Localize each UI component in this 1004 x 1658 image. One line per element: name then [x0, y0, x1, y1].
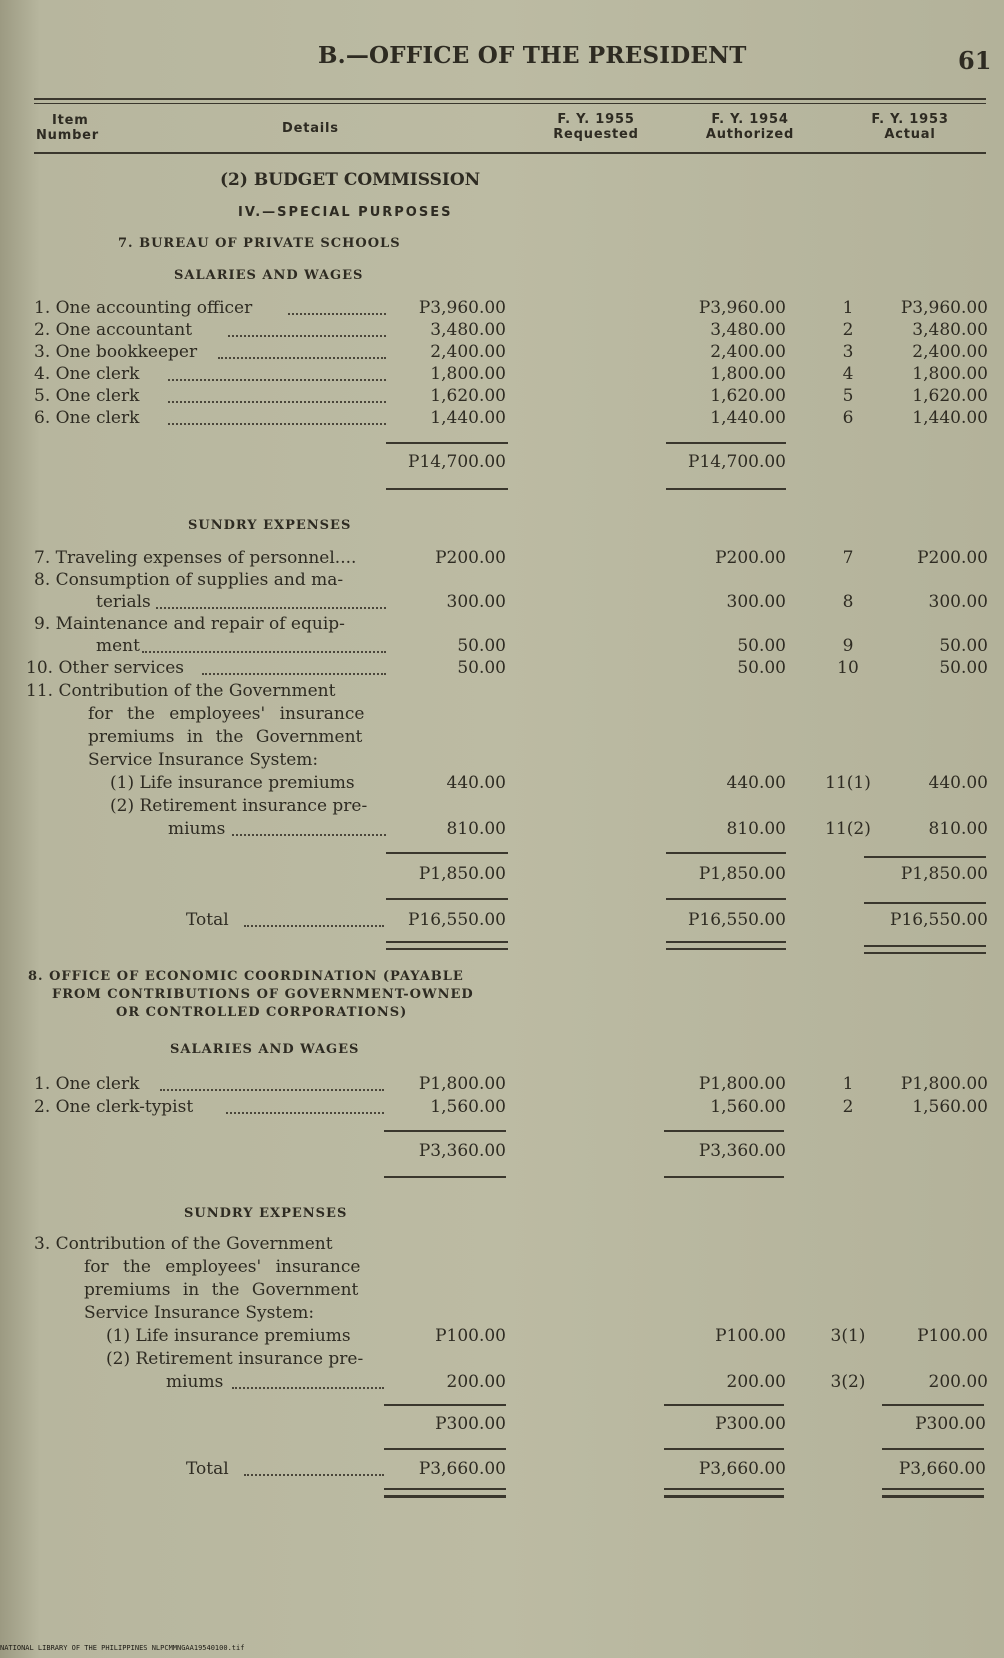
underline	[664, 1176, 784, 1178]
fy1954-subtotal: P1,850.00	[698, 864, 786, 884]
bureau7-sundry-caption: SUNDRY EXPENSES	[188, 518, 352, 533]
fy1954-value: 200.00	[726, 1372, 786, 1392]
underline	[386, 852, 508, 854]
fy1954-value: P200.00	[715, 548, 786, 568]
item-label: ment	[96, 636, 140, 656]
item-label: 3. One bookkeeper	[34, 342, 198, 362]
underline	[666, 488, 786, 490]
underline	[386, 898, 508, 900]
fy1955-value: 50.00	[457, 636, 506, 656]
item-label: 11. Contribution of the Government	[26, 681, 336, 701]
table-row	[0, 320, 1004, 342]
double-underline	[864, 945, 986, 954]
double-underline	[882, 1488, 984, 1498]
leader-dots	[232, 1386, 384, 1389]
fy1955-value: 1,440.00	[430, 408, 506, 428]
table-row	[0, 1349, 1004, 1371]
item-label: Service Insurance System:	[84, 1303, 315, 1323]
fy1953-value: P200.00	[917, 548, 988, 568]
leader-dots	[244, 924, 384, 927]
fy1955-value: 50.00	[457, 658, 506, 678]
item-number: 11(2)	[825, 819, 871, 839]
leader-dots	[142, 650, 386, 653]
fy1953-subtotal: P300.00	[915, 1414, 986, 1434]
fy1954-value: 300.00	[726, 592, 786, 612]
item-label: (2) Retirement insurance pre-	[110, 796, 368, 816]
item-number: 2	[842, 1097, 854, 1117]
fy1954-value: P3,960.00	[698, 298, 786, 318]
fy1953-total: P3,660.00	[898, 1459, 986, 1479]
fy1955-total: P3,660.00	[418, 1459, 506, 1479]
item-label: 3. Contribution of the Government	[34, 1234, 333, 1254]
table-row	[0, 408, 1004, 430]
office8-title-3: OR CONTROLLED CORPORATIONS)	[116, 1005, 408, 1020]
underline	[384, 1130, 506, 1132]
underline	[864, 902, 986, 904]
underline	[384, 1404, 506, 1406]
total-row	[0, 910, 1004, 932]
fy1954-value: 440.00	[726, 773, 786, 793]
leader-dots	[244, 1473, 384, 1476]
underline	[384, 1448, 506, 1450]
fy1954-subtotal: P300.00	[715, 1414, 786, 1434]
table-row	[0, 342, 1004, 364]
item-label: for the employees' insurance	[84, 1257, 361, 1277]
office8-sundry-caption: SUNDRY EXPENSES	[184, 1206, 348, 1221]
fy1954-value: P1,800.00	[698, 1074, 786, 1094]
fy1955-subtotal: P3,360.00	[418, 1141, 506, 1161]
underline	[664, 1130, 784, 1132]
item-label: (1) Life insurance premiums	[110, 773, 355, 793]
section-title: (2) BUDGET COMMISSION	[220, 170, 481, 190]
fy1954-total: P16,550.00	[688, 910, 786, 930]
item-number: 3(2)	[830, 1372, 866, 1392]
fy1954-subtotal: P14,700.00	[688, 452, 786, 472]
fy1955-subtotal: P14,700.00	[408, 452, 506, 472]
section-subtitle: IV.—SPECIAL PURPOSES	[238, 205, 453, 220]
table-row	[0, 681, 1004, 703]
table-row	[0, 1234, 1004, 1256]
table-row	[0, 750, 1004, 772]
table-row	[0, 364, 1004, 386]
double-underline	[386, 941, 508, 950]
item-label: miums	[168, 819, 226, 839]
table-row	[0, 592, 1004, 614]
fy1953-value: 2,400.00	[912, 342, 988, 362]
item-label: premiums in the Government	[88, 727, 363, 747]
table-row	[0, 727, 1004, 749]
leader-dots	[156, 606, 386, 609]
bureau7-salaries-caption: SALARIES AND WAGES	[174, 268, 364, 283]
table-row	[0, 1257, 1004, 1279]
fy1953-value: 200.00	[928, 1372, 988, 1392]
table-row	[0, 548, 1004, 570]
total-label: Total	[186, 910, 229, 930]
total-label: Total	[186, 1459, 229, 1479]
fy1955-value: P3,960.00	[418, 298, 506, 318]
fy1955-subtotal: P1,850.00	[418, 864, 506, 884]
leader-dots	[226, 1111, 384, 1114]
fy1953-value: 810.00	[928, 819, 988, 839]
item-label: 1. One accounting officer	[34, 298, 253, 318]
fy1954-value: 50.00	[737, 636, 786, 656]
fy1955-value: 810.00	[446, 819, 506, 839]
fy1955-value: 2,400.00	[430, 342, 506, 362]
leader-dots	[168, 422, 386, 425]
fy1953-value: 300.00	[928, 592, 988, 612]
header-rule-top2	[34, 103, 986, 104]
fy1955-value: 440.00	[446, 773, 506, 793]
underline	[864, 856, 986, 858]
table-row	[0, 614, 1004, 636]
fy1953-value: 1,440.00	[912, 408, 988, 428]
double-underline	[664, 1488, 784, 1498]
double-underline	[384, 1488, 506, 1498]
fy1954-subtotal: P3,360.00	[698, 1141, 786, 1161]
item-label: 8. Consumption of supplies and ma-	[34, 570, 344, 590]
leader-dots	[228, 334, 386, 337]
fy1954-value: 3,480.00	[710, 320, 786, 340]
item-label: premiums in the Government	[84, 1280, 359, 1300]
leader-dots	[288, 312, 386, 315]
col-fy1953: F. Y. 1953 Actual	[871, 112, 949, 142]
item-number: 4	[842, 364, 854, 384]
table-row	[0, 1326, 1004, 1348]
page-number: 61	[958, 46, 992, 75]
table-row	[0, 704, 1004, 726]
fy1954-value: P100.00	[715, 1326, 786, 1346]
item-number: 7	[842, 548, 854, 568]
item-label: miums	[166, 1372, 224, 1392]
item-number: 3(1)	[830, 1326, 866, 1346]
item-label: 10. Other services	[26, 658, 185, 678]
fy1955-value: 1,800.00	[430, 364, 506, 384]
item-number: 6	[842, 408, 854, 428]
table-row	[0, 819, 1004, 841]
table-row	[0, 1280, 1004, 1302]
fy1954-value: 2,400.00	[710, 342, 786, 362]
fy1954-value: 1,560.00	[710, 1097, 786, 1117]
item-label: Service Insurance System:	[88, 750, 319, 770]
fy1955-value: 300.00	[446, 592, 506, 612]
bureau7-title: 7. BUREAU OF PRIVATE SCHOOLS	[118, 236, 401, 251]
fy1953-value: P3,960.00	[900, 298, 988, 318]
table-row	[0, 773, 1004, 795]
item-number: 1	[842, 1074, 854, 1094]
item-label: 1. One clerk	[34, 1074, 140, 1094]
item-number: 2	[842, 320, 854, 340]
table-row	[0, 1097, 1004, 1119]
fy1954-value: 1,800.00	[710, 364, 786, 384]
item-label: (2) Retirement insurance pre-	[106, 1349, 364, 1369]
leader-dots	[218, 356, 386, 359]
table-row	[0, 1074, 1004, 1096]
leader-dots	[160, 1088, 384, 1091]
fy1953-value: 50.00	[939, 636, 988, 656]
double-underline	[666, 941, 786, 950]
office8-title-1: 8. OFFICE OF ECONOMIC COORDINATION (PAYABLE	[28, 969, 464, 984]
underline	[386, 442, 508, 444]
fy1954-value: 810.00	[726, 819, 786, 839]
item-label: 2. One clerk-typist	[34, 1097, 194, 1117]
item-number: 10	[837, 658, 859, 678]
fy1954-value: 1,440.00	[710, 408, 786, 428]
fy1953-value: 440.00	[928, 773, 988, 793]
underline	[664, 1404, 784, 1406]
underline	[384, 1176, 506, 1178]
scan-footer: NATIONAL LIBRARY OF THE PHILIPPINES NLPCMMNGAA19540100.tif	[0, 1644, 245, 1652]
fy1953-value: 3,480.00	[912, 320, 988, 340]
fy1953-total: P16,550.00	[890, 910, 988, 930]
underline	[666, 898, 786, 900]
fy1955-value: 1,560.00	[430, 1097, 506, 1117]
fy1955-value: P1,800.00	[418, 1074, 506, 1094]
table-row	[0, 386, 1004, 408]
underline	[882, 1404, 984, 1406]
underline	[666, 852, 786, 854]
table-row	[0, 636, 1004, 658]
fy1953-value: 1,620.00	[912, 386, 988, 406]
fy1955-total: P16,550.00	[408, 910, 506, 930]
fy1953-subtotal: P1,850.00	[900, 864, 988, 884]
leader-dots	[168, 378, 386, 381]
leader-dots	[202, 672, 386, 675]
item-number: 11(1)	[825, 773, 871, 793]
col-fy1955: F. Y. 1955 Requested	[553, 112, 639, 142]
item-label: 5. One clerk	[34, 386, 140, 406]
fy1954-value: 50.00	[737, 658, 786, 678]
item-label: 2. One accountant	[34, 320, 193, 340]
col-item-number: Item Number	[36, 113, 100, 143]
item-label: (1) Life insurance premiums	[106, 1326, 351, 1346]
table-row	[0, 298, 1004, 320]
office8-title-2: FROM CONTRIBUTIONS OF GOVERNMENT-OWNED	[52, 987, 474, 1002]
leader-dots	[232, 833, 386, 836]
item-label: 9. Maintenance and repair of equip-	[34, 614, 345, 634]
item-label: terials	[96, 592, 151, 612]
item-number: 9	[842, 636, 854, 656]
fy1953-value: P100.00	[917, 1326, 988, 1346]
fy1955-subtotal: P300.00	[435, 1414, 506, 1434]
subtotal-row	[0, 864, 1004, 886]
fy1953-value: 1,800.00	[912, 364, 988, 384]
fy1955-value: 3,480.00	[430, 320, 506, 340]
header-rule-bottom	[34, 152, 986, 154]
table-row	[0, 658, 1004, 680]
office8-salaries-caption: SALARIES AND WAGES	[170, 1042, 360, 1057]
item-number: 1	[842, 298, 854, 318]
item-number: 3	[842, 342, 854, 362]
item-label: 4. One clerk	[34, 364, 140, 384]
fy1953-value: 50.00	[939, 658, 988, 678]
fy1953-value: 1,560.00	[912, 1097, 988, 1117]
subtotal-row	[0, 1414, 1004, 1436]
page-title: B.—OFFICE OF THE PRESIDENT	[318, 42, 747, 69]
col-details: Details	[282, 121, 339, 136]
header-rule-top	[34, 98, 986, 100]
table-row	[0, 796, 1004, 818]
underline	[882, 1448, 984, 1450]
table-row	[0, 1372, 1004, 1394]
table-row	[0, 570, 1004, 592]
leader-dots	[168, 400, 386, 403]
underline	[664, 1448, 784, 1450]
subtotal-row	[0, 452, 1004, 474]
item-label: for the employees' insurance	[88, 704, 365, 724]
fy1955-value: P100.00	[435, 1326, 506, 1346]
item-number: 8	[842, 592, 854, 612]
item-label: 7. Traveling expenses of personnel....	[34, 548, 357, 568]
total-row	[0, 1459, 1004, 1481]
fy1954-value: 1,620.00	[710, 386, 786, 406]
fy1955-value: 1,620.00	[430, 386, 506, 406]
item-label: 6. One clerk	[34, 408, 140, 428]
fy1953-value: P1,800.00	[900, 1074, 988, 1094]
col-fy1954: F. Y. 1954 Authorized	[705, 112, 795, 142]
fy1954-total: P3,660.00	[698, 1459, 786, 1479]
fy1955-value: P200.00	[435, 548, 506, 568]
table-row	[0, 1303, 1004, 1325]
subtotal-row	[0, 1141, 1004, 1163]
item-number: 5	[842, 386, 854, 406]
underline	[666, 442, 786, 444]
underline	[386, 488, 508, 490]
fy1955-value: 200.00	[446, 1372, 506, 1392]
